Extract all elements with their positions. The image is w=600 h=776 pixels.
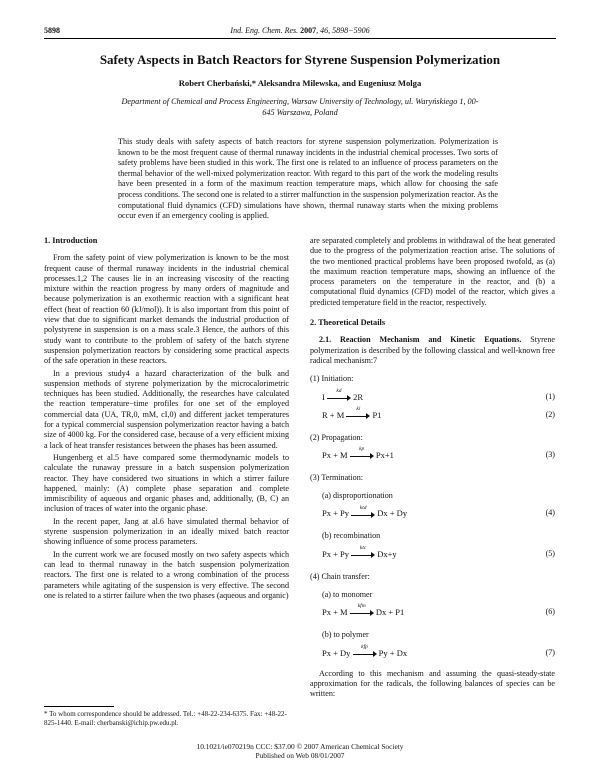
subsection-heading: 2.1. Reaction Mechanism and Kinetic Equations. [319, 335, 522, 345]
equation [310, 546, 555, 564]
section-heading-theory: 2. Theoretical Details [310, 318, 386, 328]
equation-reactants: Px + M [322, 449, 350, 460]
paragraph: In the current work we are focused mostly on two safety aspects which can lead to thermal runaway in the batch suspension polymerization reactors. The first one is related to a wrong combination of the process parameters while agitating of the suspension is very effective. The second one is related to a stirrer failure when the two phases (aqueous and organic) [44, 549, 289, 600]
equation-number: (5) [545, 548, 555, 558]
paragraph: Hungenberg et al.5 have compared some thermodynamic models to calculate the runaway pressure in a batch suspension polymerization reactor. They have considered two situations in which a stirrer failure happened, mainly: (A) complete phase separation and complete immiscibility of aqueous and organic phases and, additionally, (B, C) an inclusion of traces of water into the organic phase. [44, 452, 289, 514]
equation-products: Py + Dx [376, 647, 408, 658]
journal-volume-pages: , 46, 5898−5906 [316, 26, 370, 35]
equation-products: 2R [350, 391, 364, 402]
equation-reactants: Px + Py [322, 548, 352, 559]
paper-abstract: This study deals with safety aspects of batch reactors for styrene suspension polymerization. Polymerization is known to be the most frequent cause of thermal runaway incidents in the industrial chemical processes. Two sorts of safety problems have been studied in this work. The first one is related to an influence of process parameters on the thermal behavior of the well-mixed polymerization reactor. With regard to this part of the work the modeling results have been presented in a form of the maximum reaction temperature maps, which allow for choosing the safe process conditions. The second one is related to a stirrer malfunction in the suspension polymerization reactor. As the computational fluid dynamics (CFD) simulations have shown, thermal runaway starts when the mixing problems occur even if an emergency cooling is applied. [118, 137, 498, 221]
paragraph: In the recent paper, Jang at al.6 have simulated thermal behavior of styrene suspension polymerization in an ideally mixed batch reactor showing influence of some process parameters. [44, 516, 289, 547]
journal-year: 2007 [300, 26, 317, 35]
equation-body [322, 405, 382, 420]
paragraph: From the safety point of view polymerization is known to be the most frequent cause of thermal runaway incidents in the industrial chemical processes.1,2 The causes lie in an increasing viscosity of the reacting mixture within the reaction progress by many orders of magnitude and because polymerization is an exothermic reaction with a significant heat effect (heat of reaction 60 (kJ/mol)). It is also important from this point of view that due to significant market demands the industrial production of polystyrene in suspension is on a mass scale.3 Hence, the authors of this study want to contribute to the problem of safety of the batch styrene suspension polymerization reactors by considering some practical aspects of the safe operation in these reactors. [44, 253, 289, 366]
section-label: (a) to monomer [322, 590, 373, 600]
equation-number: (6) [545, 607, 555, 617]
equation-products: Dx+y [375, 548, 397, 559]
header-rule [44, 38, 556, 39]
section-label: (1) Initiation: [310, 374, 354, 384]
paper-affiliation: Department of Chemical and Process Engineering, Warsaw University of Technology, ul. Waryńskiego 1, 00-645 Warszawa, Poland [121, 97, 479, 117]
paragraph: are separated completely and problems in withdrawal of the heat generated due to the progress of the polymerization reaction arise. The solutions of the two mentioned practical problems have been proposed twofold, as (a) the maximum reaction temperature maps, showing an influence of the process parameters on the temperature in the reactor, and (b) a computational fluid dynamics (CFD) model of the reactor, which gives a predicted temperature field in the reactor, respectively. [310, 236, 555, 307]
page-number: 5898 [44, 26, 60, 35]
subsection-paragraph [310, 335, 555, 366]
equation-number: (1) [545, 391, 555, 401]
equation-body [322, 504, 408, 519]
equation-reactants: I [322, 391, 327, 402]
equation [310, 604, 555, 622]
equation-reactants: Px + Py [322, 508, 352, 519]
paper-authors: Robert Cherbański,* Aleksandra Milewska, and Eugeniusz Molga [178, 78, 422, 88]
doi-line: 10.1021/ie070219n CCC: $37.00 © 2007 American Chemical Society [196, 742, 404, 751]
equation [310, 505, 555, 523]
equation-reactants: Px + M [322, 607, 350, 618]
rate-constant: kp [359, 445, 365, 452]
footnote-rule [44, 706, 114, 707]
equation-body [322, 603, 405, 618]
published-line: Published on Web 08/01/2007 [255, 751, 345, 760]
rate-constant: ki [356, 405, 361, 412]
reaction-arrow-icon [350, 603, 374, 617]
reaction-arrow-icon [353, 643, 377, 658]
paragraph: In a previous study4 a hazard characterization of the bulk and suspension methods of styrene polymerization by the microcalorimetric techniques has been studied. Additionally, the researches have calculated the reaction temperature−time profiles for one set of the employed commercial data (UA, TR,0, mM, cI,0) and different jacket temperatures for a typical commercial suspension polymerization reactor having a batch size of 4000 kg. For the considered case, because of a very efficient mixing a lack of heat transfer resistances between the phases has been assumed. [44, 368, 289, 450]
section-label: (3) Termination: [310, 472, 364, 482]
section-label: (b) recombination [322, 531, 381, 541]
section-label: (a) disproportionation [322, 491, 393, 501]
section-label: (2) Propagation: [310, 432, 363, 442]
rate-constant: ktd [359, 504, 367, 511]
paragraph: According to this mechanism and assuming the quasi-steady-state approximation for the radicals, the following balances of species can be written: [310, 668, 555, 699]
publication-footer [0, 742, 600, 760]
right-column [310, 236, 555, 702]
journal-citation [0, 26, 600, 35]
equation-number: (3) [545, 449, 555, 459]
equation-products: P1 [370, 409, 382, 420]
rate-constant: ktc [359, 544, 367, 551]
equation-body [322, 387, 364, 402]
correspondence-footnote: * To whom correspondence should be addressed. Tel.: +48-22-234-6375. Fax: +48-22-825-1440. E-mail: cherbanski@ichip.pw.edu.pl. [44, 710, 287, 727]
reaction-arrow-icon [346, 405, 370, 420]
reaction-arrow-icon [327, 387, 351, 402]
equation-body [322, 445, 394, 460]
equation-products: Px+1 [373, 449, 394, 460]
equation-body [322, 544, 397, 559]
equation-number: (7) [545, 647, 555, 657]
equation-reactants: R + M [322, 409, 347, 420]
journal-name: Ind. Eng. Chem. Res. [230, 26, 299, 35]
section-label: (b) to polymer [322, 630, 369, 640]
equation [310, 645, 555, 663]
equation-products: Dx + Dy [375, 508, 408, 519]
rate-constant: kfm [357, 603, 366, 610]
equation [310, 407, 555, 425]
reaction-arrow-icon [351, 544, 375, 559]
equation-number: (2) [545, 409, 555, 419]
rate-constant: kd [336, 387, 342, 394]
reaction-arrow-icon [350, 445, 374, 460]
equation-body [322, 643, 408, 658]
equation-reactants: Px + Dy [322, 647, 353, 658]
rate-constant: kfp [361, 643, 368, 650]
section-label: (4) Chain transfer: [310, 571, 370, 581]
reaction-arrow-icon [351, 504, 375, 519]
equation-number: (4) [545, 508, 555, 518]
subsection-text: Styrene polymerization is described by the following classical and well-known free radical mechanism:7 [310, 335, 555, 365]
left-column [44, 236, 289, 603]
equation [310, 447, 555, 465]
paper-title: Safety Aspects in Batch Reactors for Styrene Suspension Polymerization [99, 52, 501, 67]
equation-products: Dx + P1 [373, 607, 405, 618]
section-heading-introduction: 1. Introduction [44, 236, 98, 245]
